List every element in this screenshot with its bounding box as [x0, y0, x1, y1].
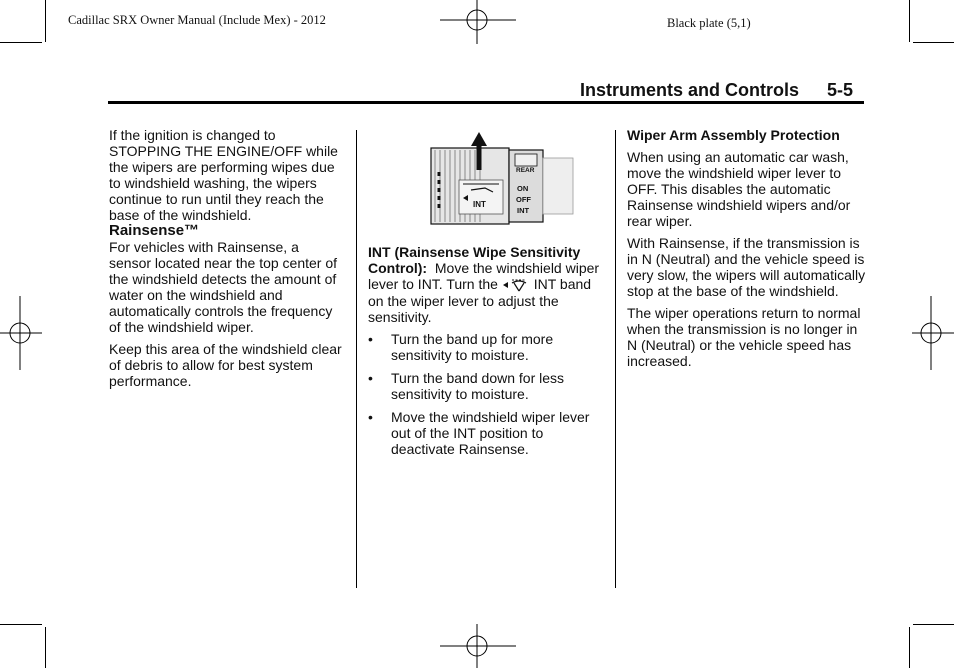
bullet-dot: • — [368, 370, 373, 387]
column-divider-2 — [615, 130, 616, 588]
int-text-b: INT band on the wiper lever to adjust the sensitivity. — [368, 276, 592, 326]
crop-mark-top-right-v — [909, 0, 910, 42]
header-rule — [108, 101, 864, 104]
rainsense-heading: Rainsense™ — [109, 222, 200, 239]
crop-mark-top-left-v — [45, 0, 46, 42]
return-normal-paragraph: The wiper operations return to normal when the transmission is no longer in N (Neutral) or the vehicle speed has increased. — [627, 305, 861, 369]
registration-mark-top — [440, 0, 516, 44]
crop-mark-bottom-left-v — [45, 627, 46, 668]
manual-title: Cadillac SRX Owner Manual (Include Mex) - 2012 — [68, 13, 326, 27]
crop-mark-bottom-right-h — [913, 624, 954, 625]
bullet-text: Turn the band up for more sensitivity to moisture. — [391, 331, 554, 364]
crop-mark-top-left-h — [0, 42, 42, 43]
bullet-dot: • — [368, 331, 373, 348]
plate-label: Black plate (5,1) — [667, 16, 751, 30]
column-1 — [109, 127, 344, 389]
registration-mark-left — [0, 296, 42, 370]
stalk-on-label: ON — [517, 184, 529, 193]
int-paragraph — [368, 244, 608, 325]
int-heading: INT (Rainsense Wipe Sensitivity Control): — [368, 244, 581, 276]
registration-mark-bottom — [440, 624, 516, 668]
registration-mark-right — [912, 296, 954, 370]
sensitivity-wiper-icon — [502, 277, 530, 293]
rainsense-paragraph: For vehicles with Rainsense, a sensor located near the top center of the windshield detects the amount of water on the windshield and automatically controls the frequency of the windshield wiper. — [109, 239, 338, 335]
ignition-paragraph: If the ignition is changed to STOPPING THE ENGINE/OFF while the wipers are performing wipes due to windshield washing, the wipers continue to run until they reach the base of the windshield. — [109, 127, 338, 223]
crop-mark-bottom-left-h — [0, 624, 42, 625]
int-bullet-list — [368, 331, 608, 457]
int-text-a: Move the windshield wiper lever to INT. Turn the — [368, 260, 600, 292]
crop-mark-top-right-h — [913, 42, 954, 43]
stalk-int-label: INT — [517, 206, 530, 215]
list-item — [368, 331, 608, 363]
bullet-dot: • — [368, 409, 373, 426]
column-3 — [627, 127, 867, 369]
bullet-text: Move the windshield wiper lever out of the INT position to deactivate Rainsense. — [391, 409, 590, 458]
page-number: 5-5 — [827, 80, 854, 100]
section-title-text: Instruments and Controls — [580, 80, 800, 100]
car-wash-paragraph: When using an automatic car wash, move the windshield wiper lever to OFF. This disables the automatic Rainsense windshield wipers and/or rear wiper. — [627, 149, 851, 229]
neutral-paragraph: With Rainsense, if the transmission is in N (Neutral) and the vehicle speed is very slow, the wipers will automatically stop at the base of the windshield. — [627, 235, 866, 299]
band-int-label: INT — [473, 200, 486, 209]
wiper-protection-heading: Wiper Arm Assembly Protection — [627, 127, 840, 143]
debris-paragraph: Keep this area of the windshield clear of debris to allow for best system performance. — [109, 341, 342, 389]
list-item — [368, 370, 608, 402]
list-item — [368, 409, 608, 457]
crop-mark-bottom-right-v — [909, 627, 910, 668]
bullet-text: Turn the band down for less sensitivity to moisture. — [391, 370, 565, 403]
wiper-lever-illustration — [393, 128, 581, 226]
section-title — [580, 80, 853, 101]
stalk-off-label: OFF — [516, 195, 531, 204]
stalk-rear-label: REAR — [516, 167, 535, 174]
column-divider-1 — [356, 130, 357, 588]
column-2 — [368, 244, 608, 464]
